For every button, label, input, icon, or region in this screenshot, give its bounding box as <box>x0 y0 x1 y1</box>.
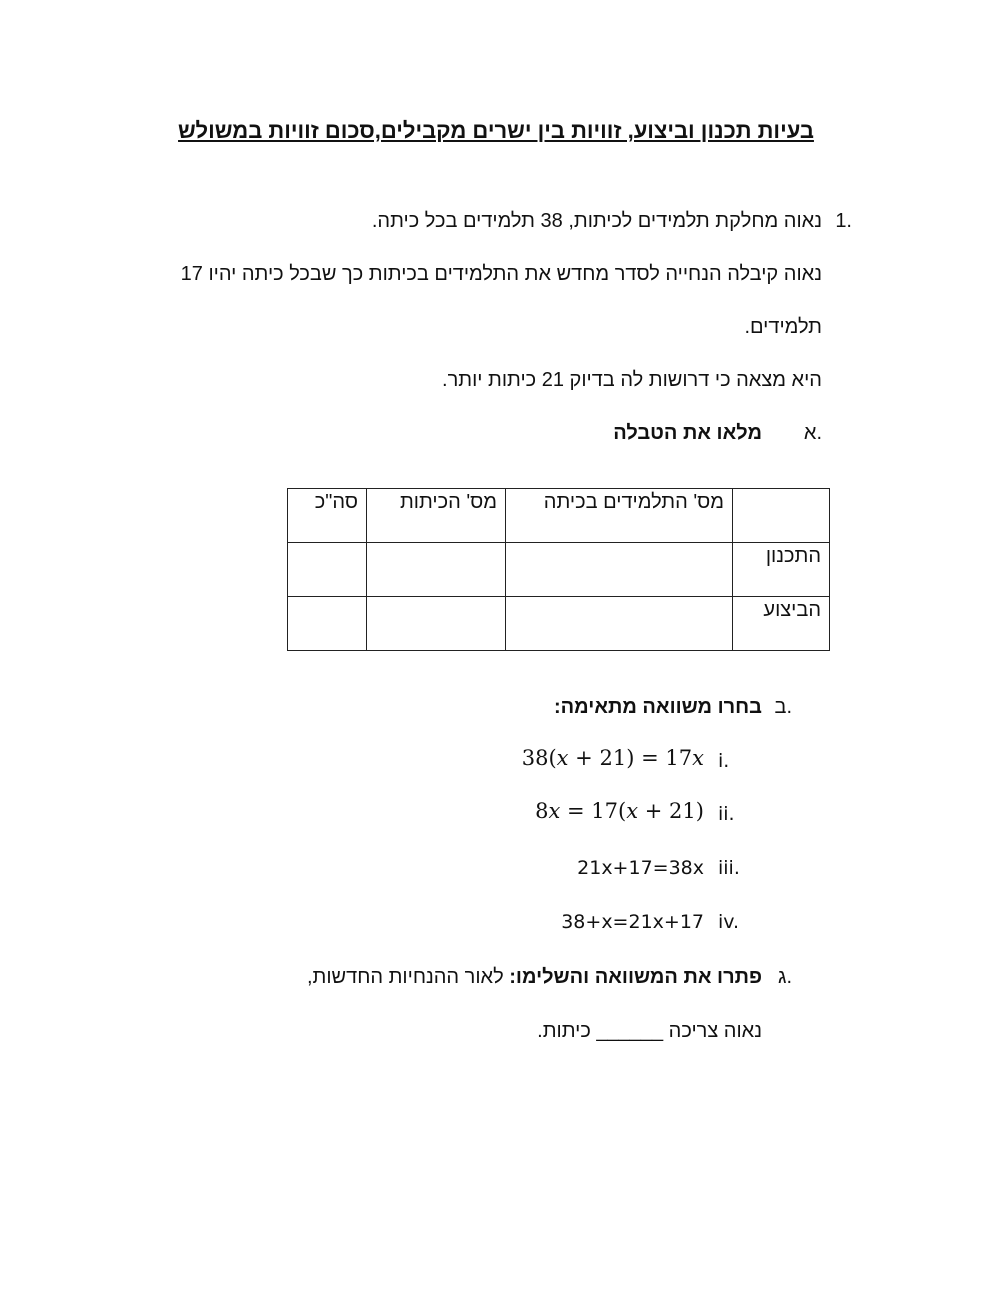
table-cell-input[interactable] <box>288 543 367 597</box>
option-mark: iii. <box>718 857 740 879</box>
table-row <box>288 543 830 597</box>
option-mark: i. <box>718 750 730 772</box>
table-row <box>288 597 830 651</box>
table-cell-input[interactable] <box>367 597 506 651</box>
row-label-planning: התכנון <box>733 543 830 597</box>
part-c-mark: ג. <box>777 966 792 988</box>
planning-table <box>287 488 830 651</box>
equation-option-2[interactable]: 8x = 17(x + 21) <box>535 799 704 823</box>
table-cell-input[interactable] <box>506 543 733 597</box>
question-line-1: נאוה מחלקת תלמידים לכיתות, 38 תלמידים בכל כיתה. <box>371 210 822 232</box>
part-b-mark: ב. <box>774 696 792 718</box>
table-header-cell: מס' התלמידים בכיתה <box>506 489 733 543</box>
part-c-label-bold: פתרו את המשוואה והשלימו: <box>509 966 762 988</box>
part-c-label-rest: לאור ההנחיות החדשות, <box>306 966 504 988</box>
part-c-label <box>307 966 762 989</box>
table-header-cell <box>733 489 830 543</box>
answer-line[interactable]: נאוה צריכה ______ כיתות. <box>537 1020 762 1042</box>
table-header-row <box>288 489 830 543</box>
equation-option-4[interactable]: 38+x=21x+17 <box>561 911 704 933</box>
table-cell-input[interactable] <box>367 543 506 597</box>
table-header-cell: סה"כ <box>288 489 367 543</box>
option-mark: ii. <box>718 803 735 825</box>
question-line-2: נאוה קיבלה הנחייה לסדר מחדש את התלמידים בכיתות כך שבכל כיתה יהיו 17 <box>180 263 822 285</box>
row-label-execution: הביצוע <box>733 597 830 651</box>
equation-option-1[interactable]: 38(x + 21) = 17x <box>521 746 704 770</box>
part-a-label: מלאו את הטבלה <box>613 422 762 444</box>
option-mark: iv. <box>718 911 740 933</box>
question-number: 1. <box>835 210 852 232</box>
part-b-label: בחרו משוואה מתאימה: <box>554 696 762 718</box>
page-title: בעיות תכנון וביצוע, זוויות בין ישרים מקבילים,סכום זוויות במשולש <box>178 118 814 143</box>
part-a-mark: א. <box>803 422 822 444</box>
question-line-4: היא מצאה כי דרושות לה בדיוק 21 כיתות יותר. <box>442 369 822 391</box>
equation-option-3[interactable]: 21x+17=38x <box>577 857 704 879</box>
table-header-cell: מס' הכיתות <box>367 489 506 543</box>
question-line-3: תלמידים. <box>744 316 822 338</box>
table-cell-input[interactable] <box>506 597 733 651</box>
table-cell-input[interactable] <box>288 597 367 651</box>
